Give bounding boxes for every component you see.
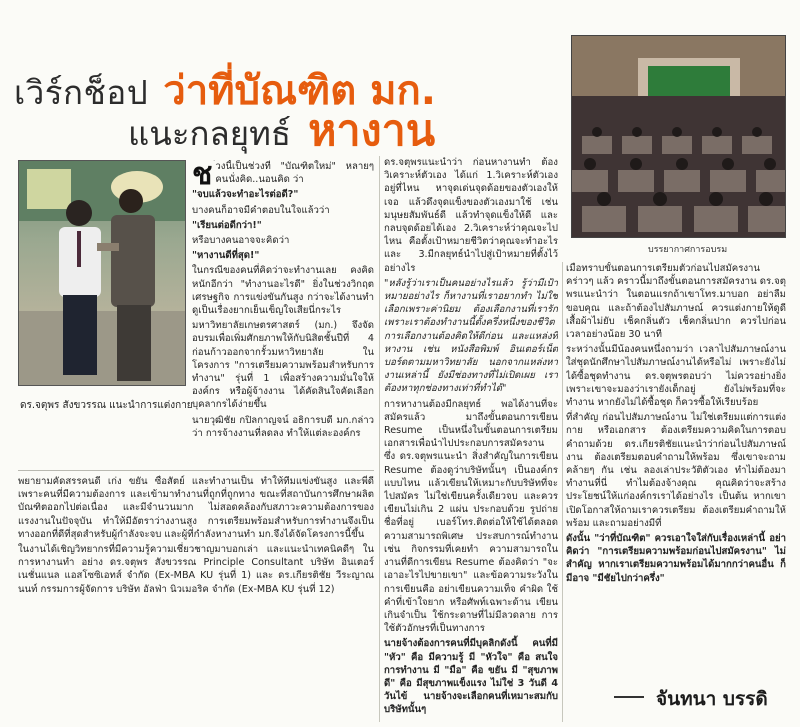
photo-dress-demo bbox=[18, 160, 186, 386]
headline-prefix: เวิร์กช็อป bbox=[14, 73, 149, 112]
paragraph: ที่สำคัญ ก่อนไปสัมภาษณ์งาน ไม่ใช่เตรียมแต่การแต่งกาย หรือเอกสาร ต้องเตรียมความคิดในการตอบคำถามด้วย ดร.เกียรติชัยแนะนำว่าก่อนไปสัมภาษณ์งาน ต้องเตรียมตอบคำถามให้พร้อม ซึ่งเขาจะถามคล้ายๆ กัน เช่น ลองเล่าประวัติตัวเอง ทำไม่ต้องมาทำงานที่นี่ ทำไมต้องจ้างคุณ คุณคิดว่าจะสร้างประโยชน์ให้แก่องค์กรเราได้อย่างไร เป็นต้น หากเขาเปิดโอกาสให้ถามเราควรเตรียม ต้องเตรียมคำถามให้พร้อม และถามอย่างมีที่ bbox=[566, 412, 786, 529]
headline-accent: ว่าที่บัณฑิต มก. bbox=[163, 68, 436, 114]
paragraph: การหางานต้องมีกลยุทธ์ พอได้งานที่จะสมัครแล้ว มาถึงขั้นตอนการเขียน Resume เป็นหนึ่งในขั้นตอนการเตรียมเอกสารเพื่อนำไปประกอบการสมัครงาน ซึ่ง ดร.จตุพรแนะนำ สิ่งสำคัญในการเขียน Resume ต้องดูว่าบริษัทนั้นๆ เป็นองค์กรแบบไหน แล้วเขียนให้เหมาะกับบริษัทที่จะไปสมัคร ไม่ใช่เขียนครั้งเดียวจบ และควรเขียนไม่เกิน 2 แผ่น ประกอบด้วย รูปถ่าย ชื่อที่อยู่ เบอร์โทร.ติดต่อให้ใช้ได้ตลอด ความสามารถพิเศษ ประสบการณ์ทำงาน เช่น กิจกรรมที่เคยทำ ความสามารถในงานที่ดีการเขียน Resume ต้องคิดว่า "จะเอาอะไรไปขายเขา" และข้อความระวังในการเขียนคือ อย่าเขียนความเท็จ คำผิด ใช้คำที่เข้าใจยาก หรือศัพท์เฉพาะด้าน เขียนเกินจำเป็น ใช้กระดาษที่ไม่มีลวดลาย การใช้ตัวอักษรที่เป็นทางการ bbox=[384, 398, 558, 635]
headline-line-2 bbox=[128, 96, 435, 164]
paragraph: นายวุฒิชัย กปิลกาญจน์ อธิการบดี มก.กล่าวว่า การจ้างงานที่ลดลง ทำให้แต่ละองค์กร bbox=[192, 414, 374, 439]
photo-left-caption: ดร.จตุพร สังขวรรณ แนะนำการแต่งกาย bbox=[20, 400, 193, 411]
paragraph: ในกรณีของคนที่คิดว่าจะทำงานเลย คงคิดหนักอีกว่า "ทำงานอะไรดี" ยิ่งในช่วงวิกฤตเศรษฐกิจ การแข่งขันกันสูง กว่าจะได้งานทำ ดูเป็นเรื่องยากเย็นเข็ญใจเสียนี่กระไร bbox=[192, 265, 374, 317]
paragraph: ระหว่างนั้นมีน้องคนหนึ่งถามว่า เวลาไปสัมภาษณ์งาน ใส่ชุดนักศึกษาไปสัมภาษณ์งานได้หรือไม่ เพราะยังไม่ได้ซื้อชุดทำงาน ดร.จตุพรตอบว่า ไม่ควรอย่างยิ่ง เพราะเขาจะมองว่าเรายังเด็กอยู่ ยังไม่พร้อมที่จะทำงาน หากยังไม่ได้ซื้อชุด ก็ควรซื้อให้เรียบร้อย bbox=[566, 344, 786, 409]
article-column-middle bbox=[384, 156, 558, 722]
column-divider-vertical-2 bbox=[562, 262, 563, 722]
quote-line: "หางานดีที่สุด!" bbox=[192, 250, 260, 262]
paragraph-emphasis: นายจ้างต้องการคนที่มีบุคลิกดังนี้ คนที่มี "หัว" คือ มีความรู้ มี "หัวใจ" คือ สนใจการทำงาน มี "มือ" คือ ขยัน มี "สุขภาพดี" คือ มีสุขภาพแข็งแรง ไม่ใช่ 3 วันดี 4 วันไข้ นายจ้างจะเลือกคนที่เหมาะสมกับบริษัทนั้นๆ bbox=[384, 638, 558, 716]
paragraph: พยายามคัดสรรคนดี เก่ง ขยัน ซื่อสัตย์ และทำงานเป็น ทำให้ทีมแข่งขันสูง และพี่ดีเพราะคนที่มีความต้องการ และเข้ามาทำงานที่ถูกที่ถูกทาง ขณะที่สถาบันการศึกษาผลิตบัณฑิตออกไปต่อเนื่อง และมีจำนวนมาก ไม่สอดคล้องกับสภาวะความต้องการของแรงงานในปัจจุบัน ทำให้มีอัตราว่างงานสูง การเตรียมพร้อมสำหรับการทำงานจึงเป็นทางออกที่ดีที่สุดสำหรับผู้กำลังจะจบ และผู้ที่กำลังหางานทำ มก.จึงได้จัดโครงการนี้ขึ้น bbox=[18, 476, 374, 540]
headline-subline-accent: หางาน bbox=[308, 106, 436, 156]
paragraph: ดร.จตุพรแนะนำว่า ก่อนหางานทำ ต้องวิเคราะห์ตัวเอง ได้แก่ 1.วิเคราะห์ตัวเองอยู่ที่ไหน หาจุดเด่นจุดด้อยของตัวเองให้เจอ แล้วดึงจุดแข็งของตัวเองมาใช้ เช่น มนุษยสัมพันธ์ดี แล้วทำจุดแข็งให้ดี และกลบจุดด้อยได้เอง 2.วิเคราะห์ว่าคุณจะไปไหน คือตั้งเป้าหมายชีวิตว่าคุณจะทำอะไร และ 3.มีกลยุทธ์นำไปสู่เป้าหมายที่ตั้งไว้อย่างไร bbox=[384, 157, 558, 274]
paragraph: มหาวิทยาลัยเกษตรศาสตร์ (มก.) จึงจัดอบรมเพื่อเพิ่มศักยภาพให้กับนิสิตชั้นปีที่ 4 ก่อนก้าวออกจากรั้วมหาวิทยาลัย ในโครงการ "การเตรียมความพร้อมสำหรับการทำงาน" รุ่นที่ 1 เพื่อสร้างความมั่นใจให้องค์กร หรือผู้จ้างงาน ได้คัดสินใจคัดเลือกบุคลากรได้ง่ายขึ้น bbox=[192, 320, 374, 411]
quote-line: "จบแล้วจะทำอะไรต่อดี?" bbox=[192, 189, 299, 201]
author-dash bbox=[614, 696, 644, 698]
article-column-bottom bbox=[18, 475, 374, 715]
article-column-top bbox=[192, 160, 374, 476]
paragraph: เมื่อทราบขั้นตอนการเตรียมตัวก่อนไปสมัครงานคร่าวๆ แล้ว คราวนี้มาถึงขั้นตอนการสมัครงาน ดร.จตุพรแนะนำว่า ในตอนแรกถ้าเขาโทร.มาบอก อย่าลืมขอบคุณ และถ้าต้องไปสัมภาษณ์ ควรแต่งกายให้ดูดี เสื้อผ้าไม่ยับ เช็คกลิ่นตัว เช็คกลิ่นปาก ควรไปก่อนเวลาอย่างน้อย 30 นาที bbox=[566, 263, 786, 341]
author-byline: จันทนา บรรดิ bbox=[656, 688, 768, 710]
paragraph: หรือบางคนอาจจะคิดว่า bbox=[192, 235, 290, 247]
photo-dress-demo-illustration bbox=[19, 161, 185, 385]
column-divider-vertical-1 bbox=[379, 156, 380, 722]
headline-subline: แนะกลยุทธ์ bbox=[128, 114, 291, 153]
drop-cap: ช bbox=[192, 160, 213, 192]
paragraph bbox=[192, 160, 374, 192]
quote-line: "เรียนต่อดีกว่า!" bbox=[192, 219, 262, 231]
paragraph: บางคนก็อาจมีคำตอบในใจแล้วว่า bbox=[192, 204, 330, 216]
pull-quote: "หลังรู้ว่าเราเป็นคนอย่างไรแล้ว รู้ว่ามีเป้าหมายอย่างไร ก็หางานที่เราอยากทำ ไม่ใช่เลือกเพราะค่านิยม ต้องเลือกงานที่เรารัก เพราะเราต้องทำงานนี้ตั้งครึ่งหนึ่งของชีวิต การเลือกงานต้องคิดให้ดีก่อน และแหล่งที่หางาน เช่น หนังสือพิมพ์ อินเตอร์เน็ต บอร์ดตามมหาวิทยาลัย นอกจากแหล่งหางานเหล่านี้ ยังมีช่องทางที่ไม่เปิดเผย เราต้องหาทุกช่องทางเท่าที่ทำได้" bbox=[384, 277, 558, 395]
paragraph: ในงานได้เชิญวิทยากรที่มีความรู้ความเชี่ยวชาญมาบอกเล่า และแนะนำเทคนิคดีๆ ในการหางานทำ อย่าง ดร.จตุพร สังขวรรณ Principle Consultant บริษัท อินเตอร์เนชั่นแนล แอสโซซิเอทส์ จำกัด (Ex-MBA KU รุ่นที่ 1) และ ดร.เกียรติชัย วีระญาณนนท์ กรรมการผู้จัดการ บริษัท อัลฟ่า นิวเมอริค จำกัด (Ex-MBA KU รุ่นที่ 12) bbox=[18, 544, 374, 595]
photo-right-caption: บรรยากาศการอบรม bbox=[648, 245, 728, 255]
closing-paragraph: ดังนั้น "ว่าที่บัณฑิต" ควรเอาใจใส่กับเรื่องเหล่านี้ อย่าคิดว่า "การเตรียมความพร้อมก่อนไปสมัครงาน" ไม่สำคัญ หากเราเตรียมความพร้อมได้มากกว่าคนอื่น ก็มีอาจ "มีชัยไปกว่าครึ่ง" bbox=[566, 533, 786, 584]
paragraph-text: ่วงนี้เป็นช่วงที่ "บัณฑิตใหม่" หลายๆ คนนั่งคิด..นอนคิด ว่า bbox=[215, 161, 374, 186]
article-column-right bbox=[566, 262, 786, 652]
photo-seminar-illustration bbox=[572, 36, 785, 237]
photo-seminar bbox=[571, 35, 786, 238]
